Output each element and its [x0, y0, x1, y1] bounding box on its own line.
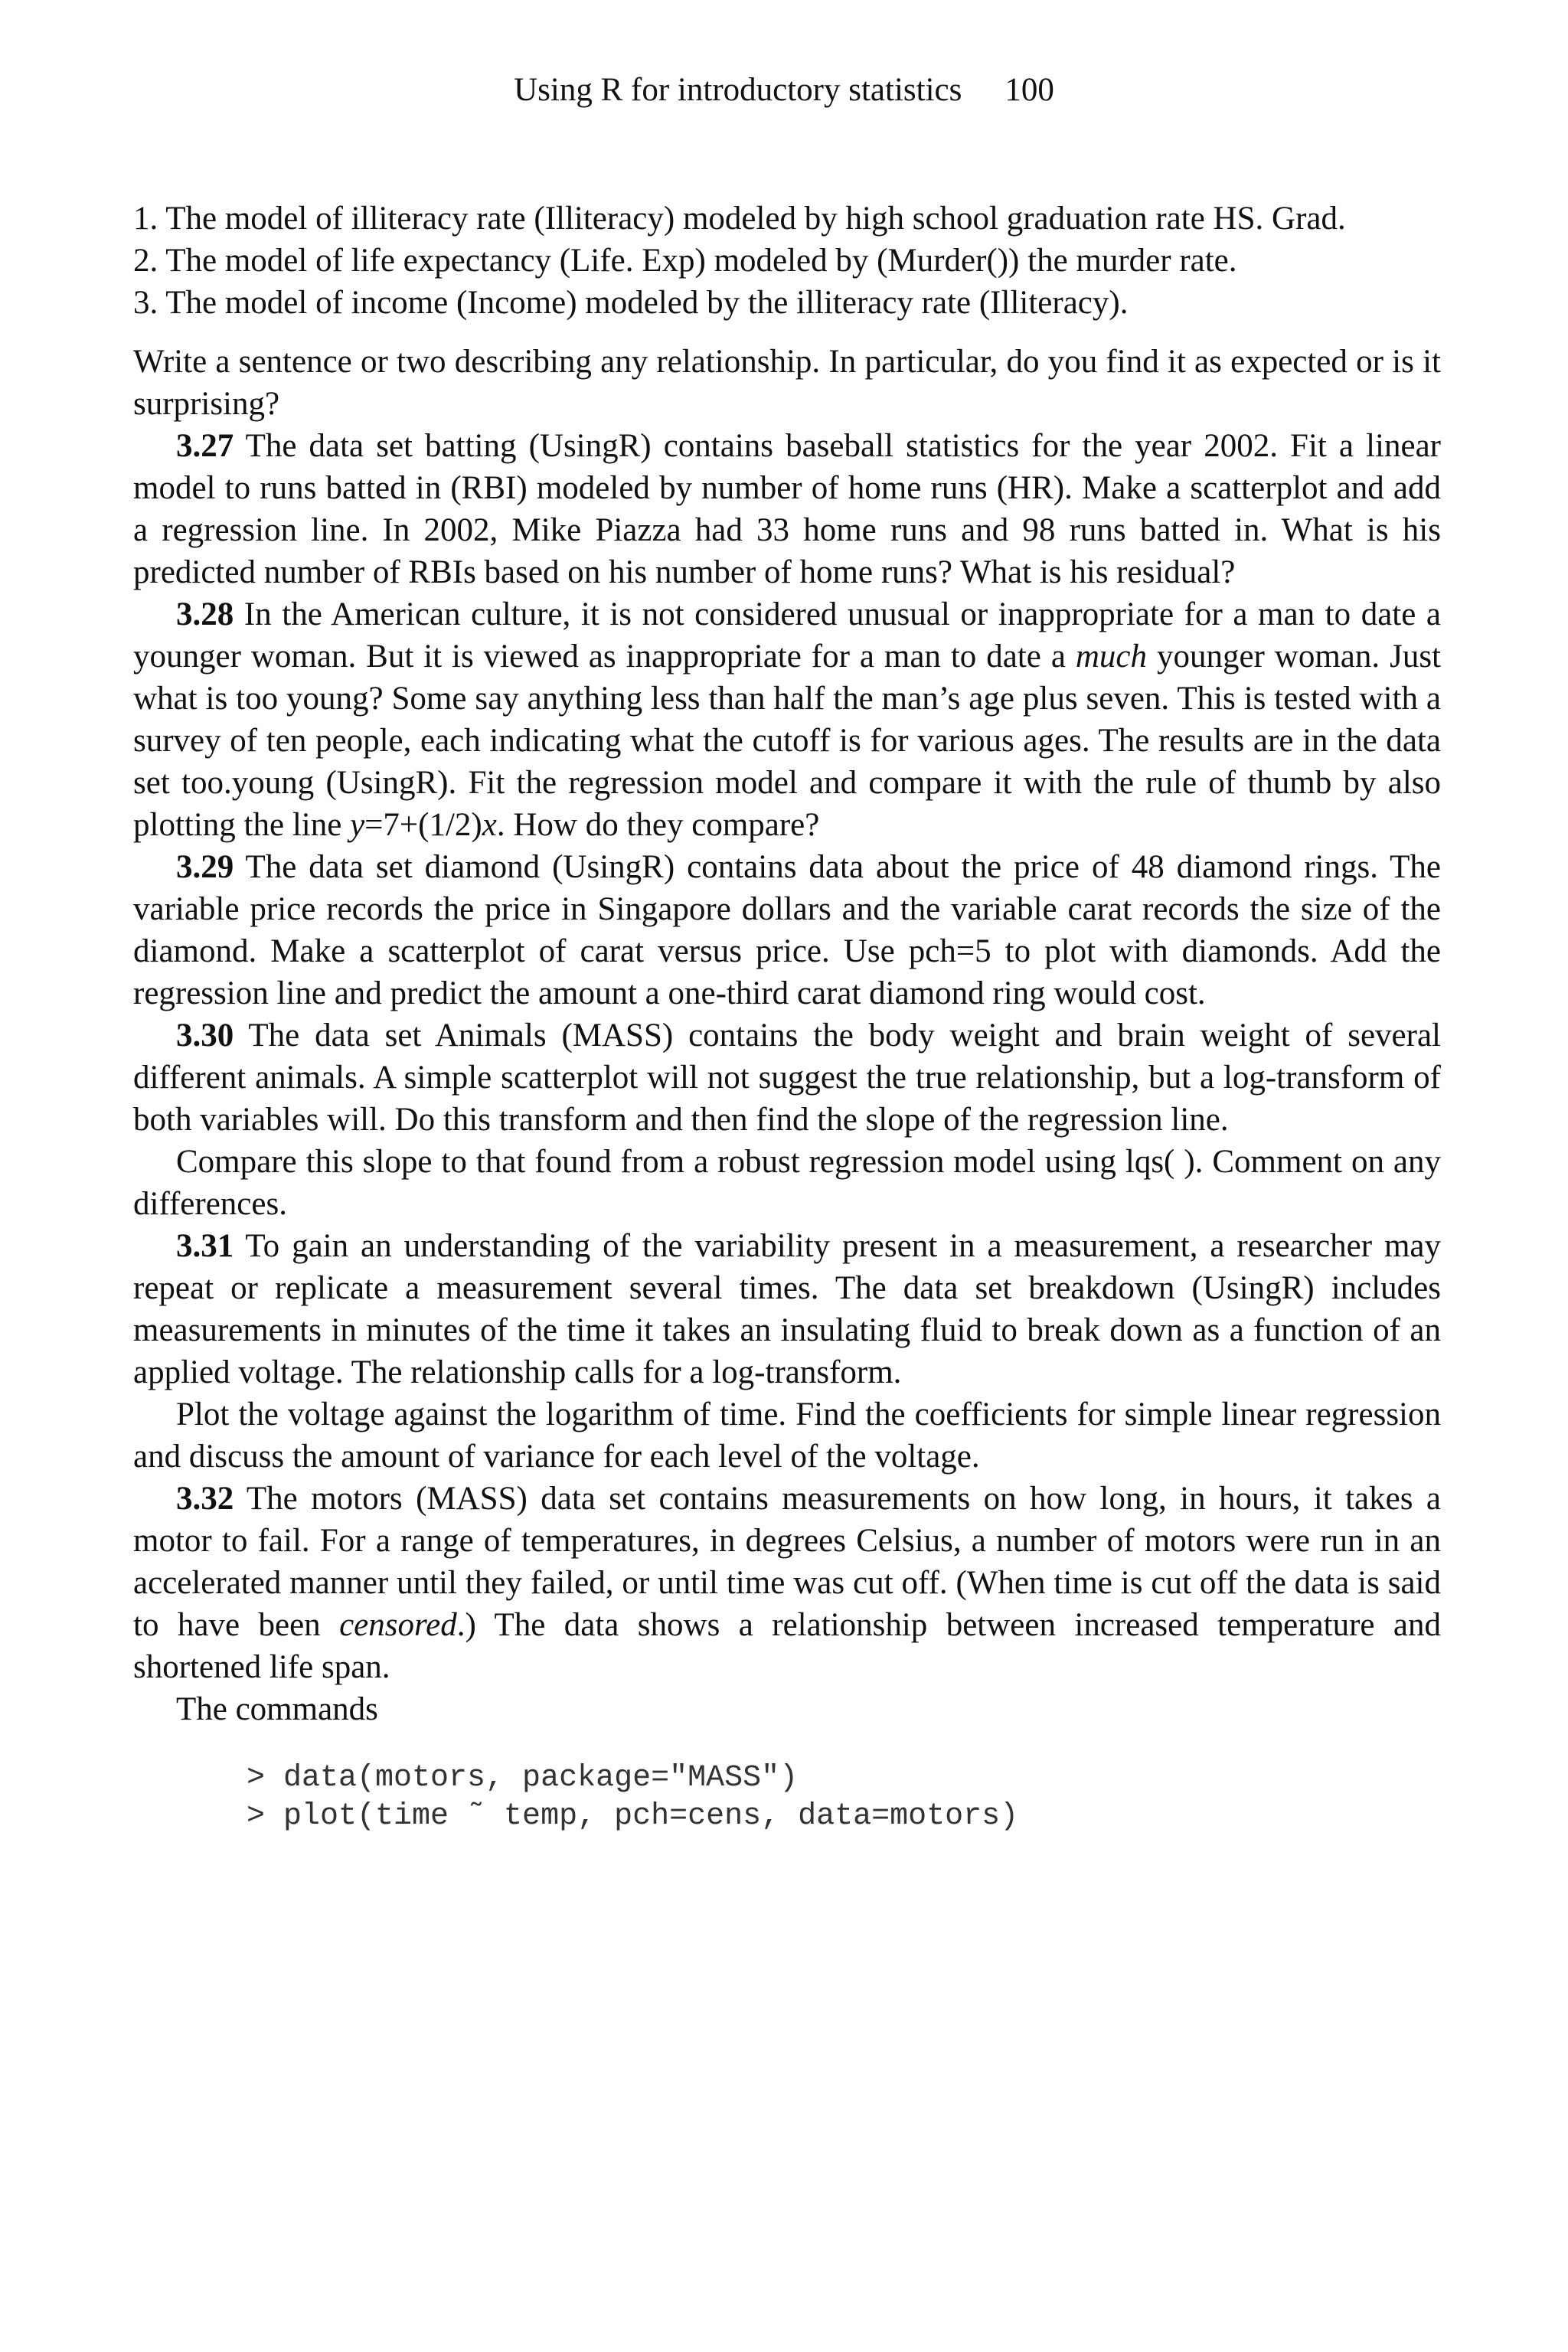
exercise-3-30-followup: Compare this slope to that found from a robust regression model using lqs( ). Comment on any differences. — [133, 1144, 1441, 1222]
exercise-number: 3.28 — [176, 596, 234, 632]
exercise-3-30: 3.30 The data set Animals (MASS) contains the body weight and brain weight of several different animals. A simple scatterplot will not suggest the true relationship, but a log-transform of both variables will. Do this transform and then find the slope of the regression line. — [133, 1018, 1441, 1138]
exercise-3-31: 3.31 To gain an understanding of the variability present in a measurement, a researcher may repeat or replicate a measurement several times. The data set breakdown (UsingR) includes measurements in minutes of the time it takes an insulating fluid to break down as a function of an applied voltage. The relationship calls for a log-transform. — [133, 1228, 1441, 1390]
code-line: > plot(time ˜ temp, pch=cens, data=motors) — [247, 1799, 1019, 1834]
exercise-3-32: 3.32 The motors (MASS) data set contains measurements on how long, in hours, it takes a motor to fail. For a range of temperatures, in degrees Celsius, a number of motors were run in an accelerated manner until they failed, or until time was cut off. (When time is cut off the data is said to have been censored.) The data shows a relationship between increased temperature and shortened life span. — [133, 1481, 1441, 1685]
exercise-3-31-followup: Plot the voltage against the logarithm of time. Find the coefficients for simple linear regression and discuss the amount of variance for each level of the voltage. — [133, 1396, 1441, 1475]
model-list — [133, 198, 1441, 324]
exercise-3-27: 3.27 The data set batting (UsingR) contains baseball statistics for the year 2002. Fit a linear model to runs batted in (RBI) modeled by number of home runs (HR). Make a scatterplot and add a regression line. In 2002, Mike Piazza had 33 home runs and 98 runs batted in. What is his predicted number of RBIs based on his number of home runs? What is his residual? — [133, 428, 1441, 590]
list-item: 3. The model of income (Income) modeled by the illiteracy rate (Illiteracy). — [133, 285, 1129, 321]
emphasis: much — [1075, 639, 1147, 675]
equation-var-y: y — [350, 807, 365, 843]
equation-var-x: x — [482, 807, 497, 843]
page-body — [133, 198, 1441, 1836]
exercise-number: 3.29 — [176, 849, 234, 885]
running-header — [0, 70, 1568, 110]
exercise-3-29: 3.29 The data set diamond (UsingR) contains data about the price of 48 diamond rings. The variable price records the price in Singapore dollars and the variable carat records the size of the diamond. Make a scatterplot of carat versus price. Use pch=5 to plot with diamonds. Add the regression line and predict the amount a one-third carat diamond ring would cost. — [133, 849, 1441, 1011]
list-item: 2. The model of life expectancy (Life. Exp) modeled by (Murder()) the murder rate. — [133, 243, 1237, 279]
running-header-title: Using R for introductory statistics — [514, 72, 962, 108]
emphasis: censored — [339, 1607, 457, 1643]
exercise-number: 3.31 — [176, 1228, 234, 1264]
exercise-number: 3.30 — [176, 1018, 234, 1054]
equation-body: =7+(1/2) — [364, 807, 482, 843]
list-item: 1. The model of illiteracy rate (Illiteracy) modeled by high school graduation rate HS. Grad. — [133, 201, 1346, 237]
code-line: > data(motors, package="MASS") — [247, 1761, 799, 1795]
page-number: 100 — [1004, 72, 1054, 108]
exercise-instruction: Write a sentence or two describing any relationship. In particular, do you find it as expected or is it surprising? — [133, 344, 1441, 422]
exercise-3-28: 3.28 In the American culture, it is not considered unusual or inappropriate for a man to date a younger woman. But it is viewed as inappropriate for a man to date a much younger woman. Just what is too young? Some say anything less than half the man’s age plus seven. This is tested with a survey of ten people, each indicating what the cutoff is for various ages. The results are in the data set too.young (UsingR). Fit the regression model and compare it with the rule of thumb by also plotting the line y=7+(1/2)x. How do they compare? — [133, 596, 1442, 843]
exercise-3-32-followup: The commands — [176, 1691, 378, 1727]
exercise-number: 3.27 — [176, 428, 234, 464]
exercise-number: 3.32 — [176, 1481, 234, 1517]
code-block — [133, 1759, 1441, 1836]
